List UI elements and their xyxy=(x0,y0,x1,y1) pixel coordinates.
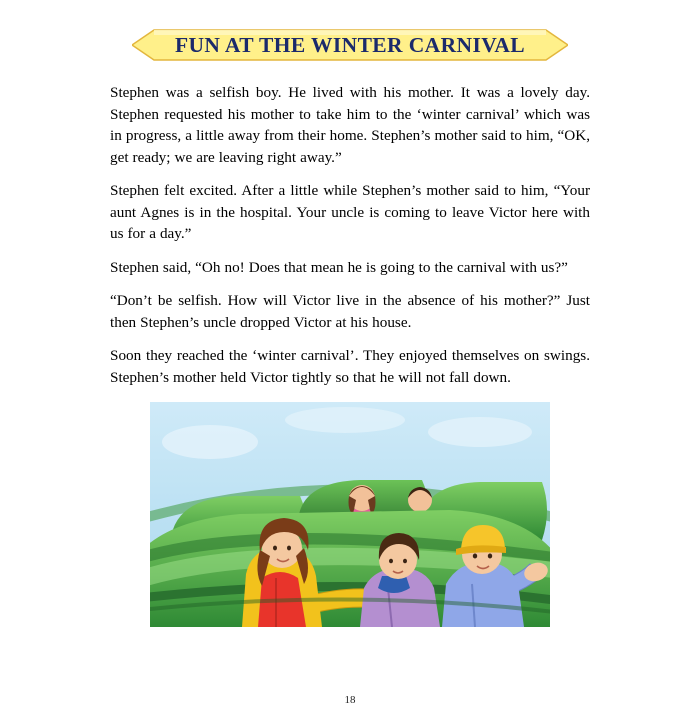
paragraph: Stephen felt excited. After a little while Stephen’s mother said to him, “Your aunt Agnes is in the hospital. Your uncle is coming to leave Victor here with us for a day.” xyxy=(110,182,590,242)
book-page xyxy=(0,26,700,726)
page-title: FUN AT THE WINTER CARNIVAL xyxy=(174,33,526,57)
paragraph: Soon they reached the ‘winter carnival’. They enjoyed themselves on swings. Stephen’s mother held Victor tightly so that he will not fall down. xyxy=(110,347,590,386)
paragraph: “Don’t be selfish. How will Victor live in the absence of his mother?” Just then Stephen’s uncle dropped Victor at his house. xyxy=(110,292,590,331)
story-body xyxy=(110,82,590,388)
carnival-swing-illustration-icon xyxy=(150,402,550,627)
paragraph: Stephen said, “Oh no! Does that mean he is going to the carnival with us?” xyxy=(110,258,568,276)
title-banner xyxy=(132,26,568,64)
page-number: 18 xyxy=(344,694,356,706)
story-illustration xyxy=(150,402,550,627)
paragraph: Stephen was a selfish boy. He lived with his mother. It was a lovely day. Stephen requested his mother to take him to the ‘winter carnival’ which was in progress, a little away from their home. Stephen’s mother said to him, “OK, get ready; we are leaving right away.” xyxy=(110,84,590,166)
